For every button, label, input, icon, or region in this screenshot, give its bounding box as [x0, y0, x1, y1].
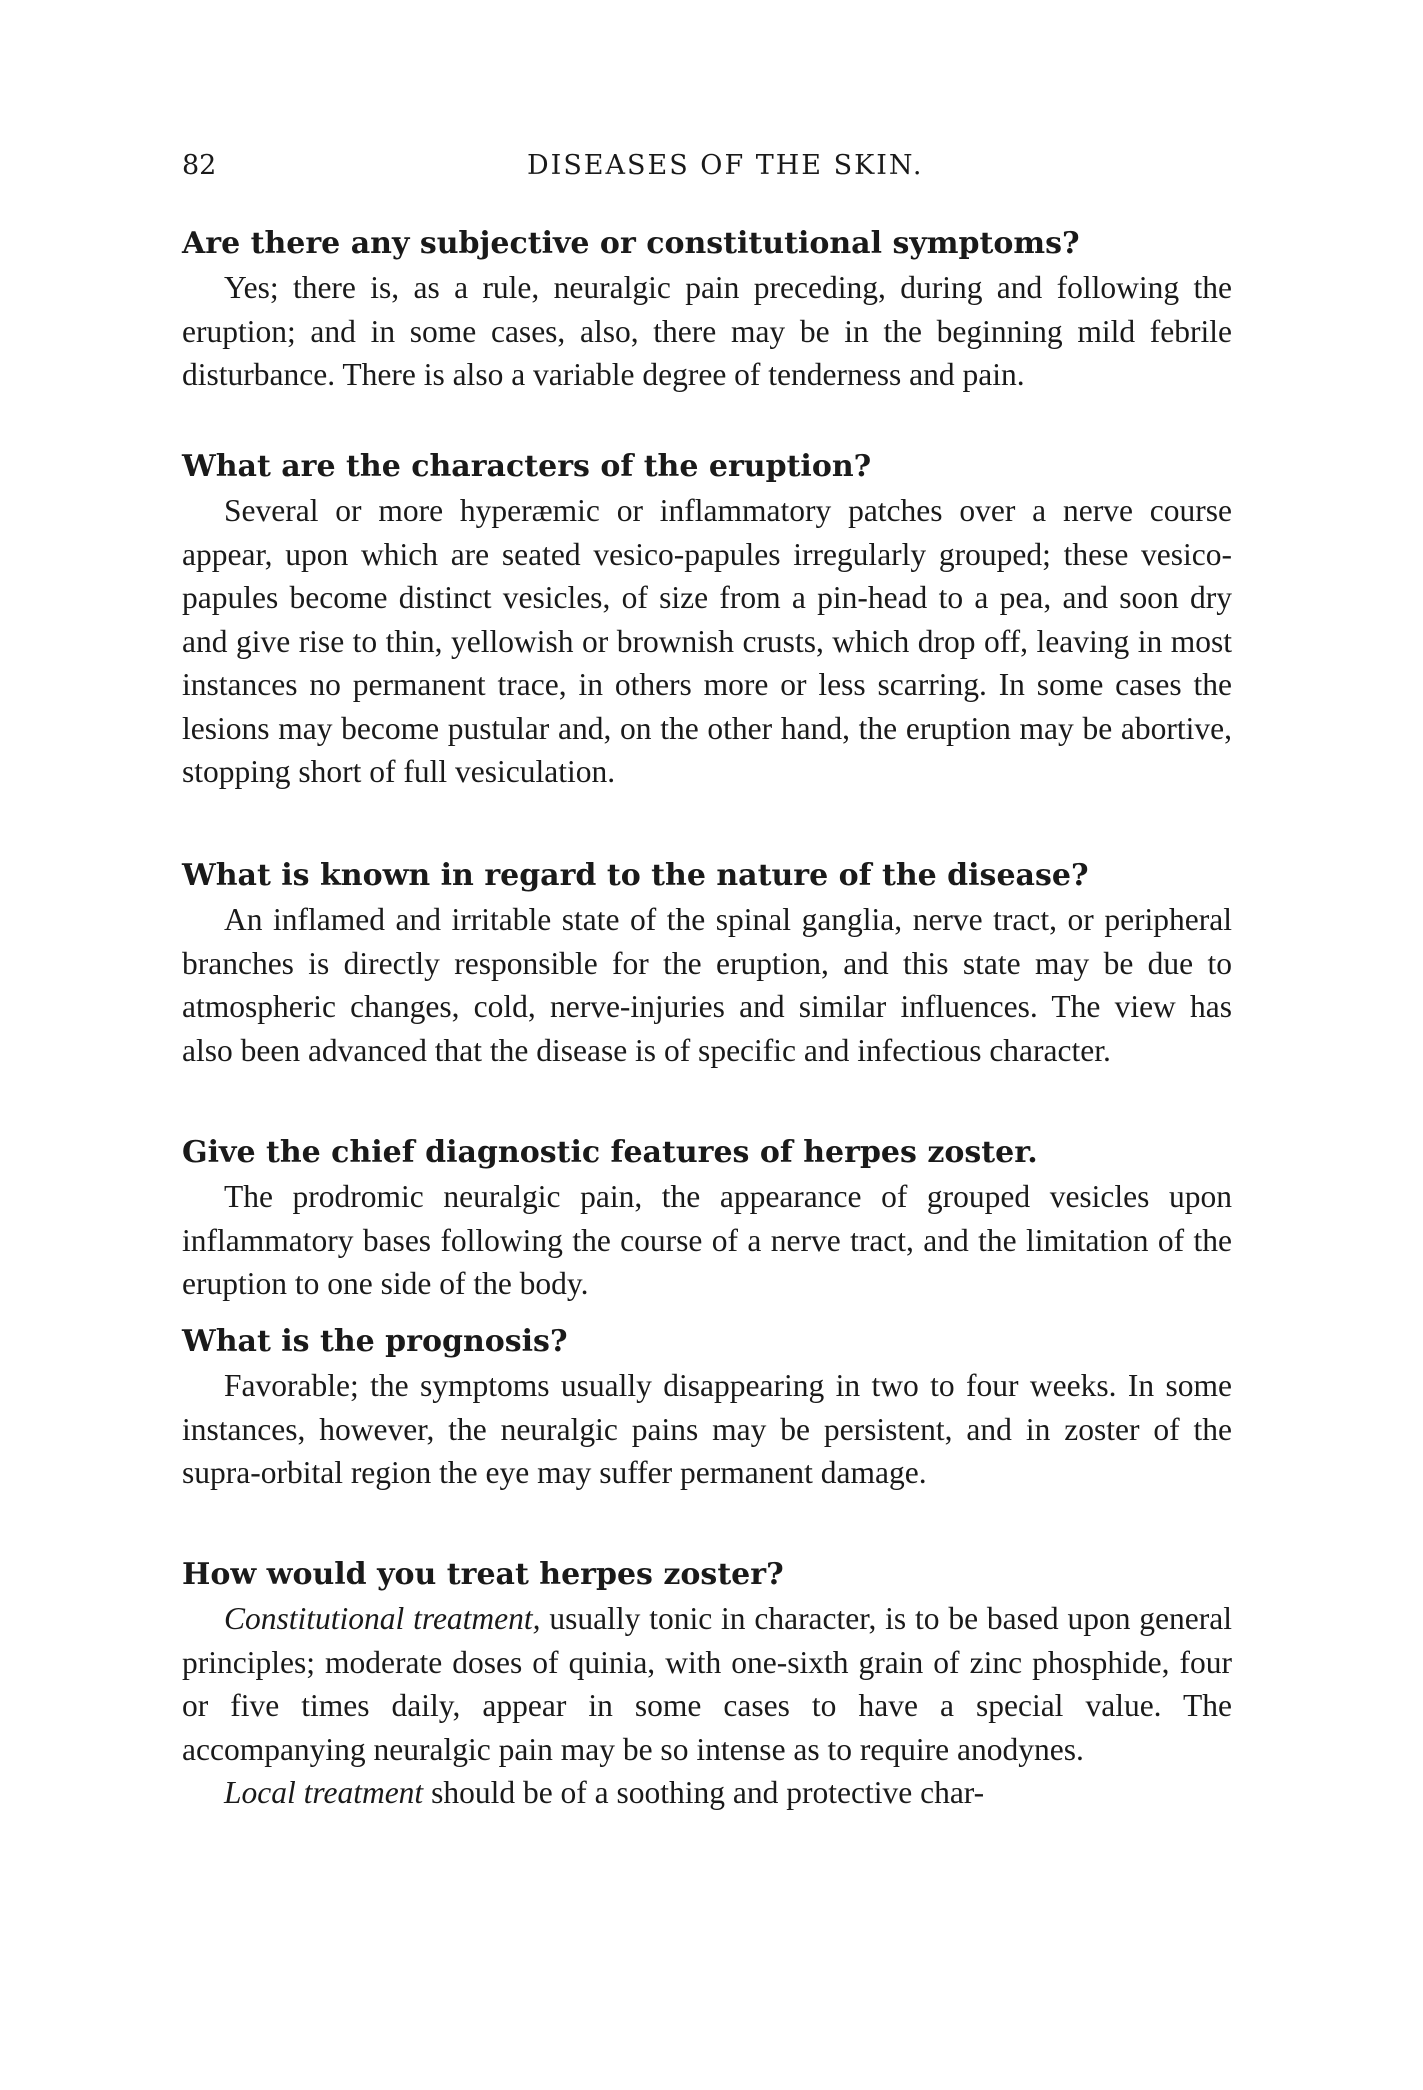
answer-paragraph: An inflamed and irritable state of the spinal ganglia, nerve tract, or peripheral branches is directly responsible for the eruption, and this state may be due to atmospheric changes, cold, nerve-injuries and similar influences. The view has also been advanced that the disease is of specific and infectious character.: [182, 902, 1232, 1068]
question-heading: What are the characters of the eruption?: [182, 449, 872, 484]
answer-paragraph-local: [182, 1771, 1232, 1815]
running-head: [182, 150, 1232, 190]
answer-paragraph: Several or more hyperæmic or inflammatory patches over a nerve course appear, upon which are seated vesico-papules irregularly grouped; these vesico-papules become distinct vesicles, of size from a pin-head to a pea, and soon dry and give rise to thin, yellowish or brownish crusts, which drop off, leaving in most instances no permanent trace, in others more or less scarring. In some cases the lesions may become pustular and, on the other hand, the eruption may be abortive, stopping short of full vesiculation.: [182, 493, 1232, 789]
question-heading: How would you treat herpes zoster?: [182, 1557, 784, 1592]
answer-paragraph-constitutional: [182, 1597, 1232, 1771]
answer-paragraph: Yes; there is, as a rule, neuralgic pain preceding, during and following the eruption; and in some cases, also, there may be in the beginning mild febrile disturbance. There is also a variable degree of tenderness and pain.: [182, 270, 1232, 392]
answer-paragraph: Favorable; the symptoms usually disappearing in two to four weeks. In some instances, however, the neuralgic pains may be persistent, and in zoster of the supra-orbital region the eye may suffer permanent damage.: [182, 1368, 1232, 1490]
constitutional-treatment-text: usually tonic in character, is to be based upon general principles; moderate doses of quinia, with one-sixth grain of zinc phosphide, four or five times daily, appear in some cases to have a special value. The accompanying neuralgic pain may be so intense as to require anodynes.: [182, 1601, 1232, 1767]
running-title: DISEASES OF THE SKIN.: [527, 150, 924, 181]
page-number: 82: [182, 150, 217, 181]
question-heading: What is known in regard to the nature of the disease?: [182, 858, 1089, 893]
answer-paragraph: The prodromic neuralgic pain, the appearance of grouped vesicles upon inflammatory bases following the course of a nerve tract, and the limitation of the eruption to one side of the body.: [182, 1179, 1232, 1301]
question-heading: What is the prognosis?: [182, 1324, 568, 1359]
local-treatment-lead: Local treatment: [224, 1775, 424, 1810]
constitutional-treatment-lead: Constitutional treatment,: [224, 1601, 541, 1636]
qa-section-prognosis: [182, 1320, 1232, 1495]
qa-section-symptoms: [182, 222, 1232, 397]
qa-section-treatment: [182, 1553, 1232, 1815]
local-treatment-text: should be of a soothing and protective char-: [423, 1775, 985, 1810]
qa-section-diagnosis: [182, 1131, 1232, 1306]
qa-section-nature: [182, 854, 1232, 1072]
question-heading: Are there any subjective or constitutional symptoms?: [182, 226, 1080, 261]
qa-section-eruption: [182, 445, 1232, 794]
question-heading: Give the chief diagnostic features of herpes zoster.: [182, 1135, 1038, 1170]
